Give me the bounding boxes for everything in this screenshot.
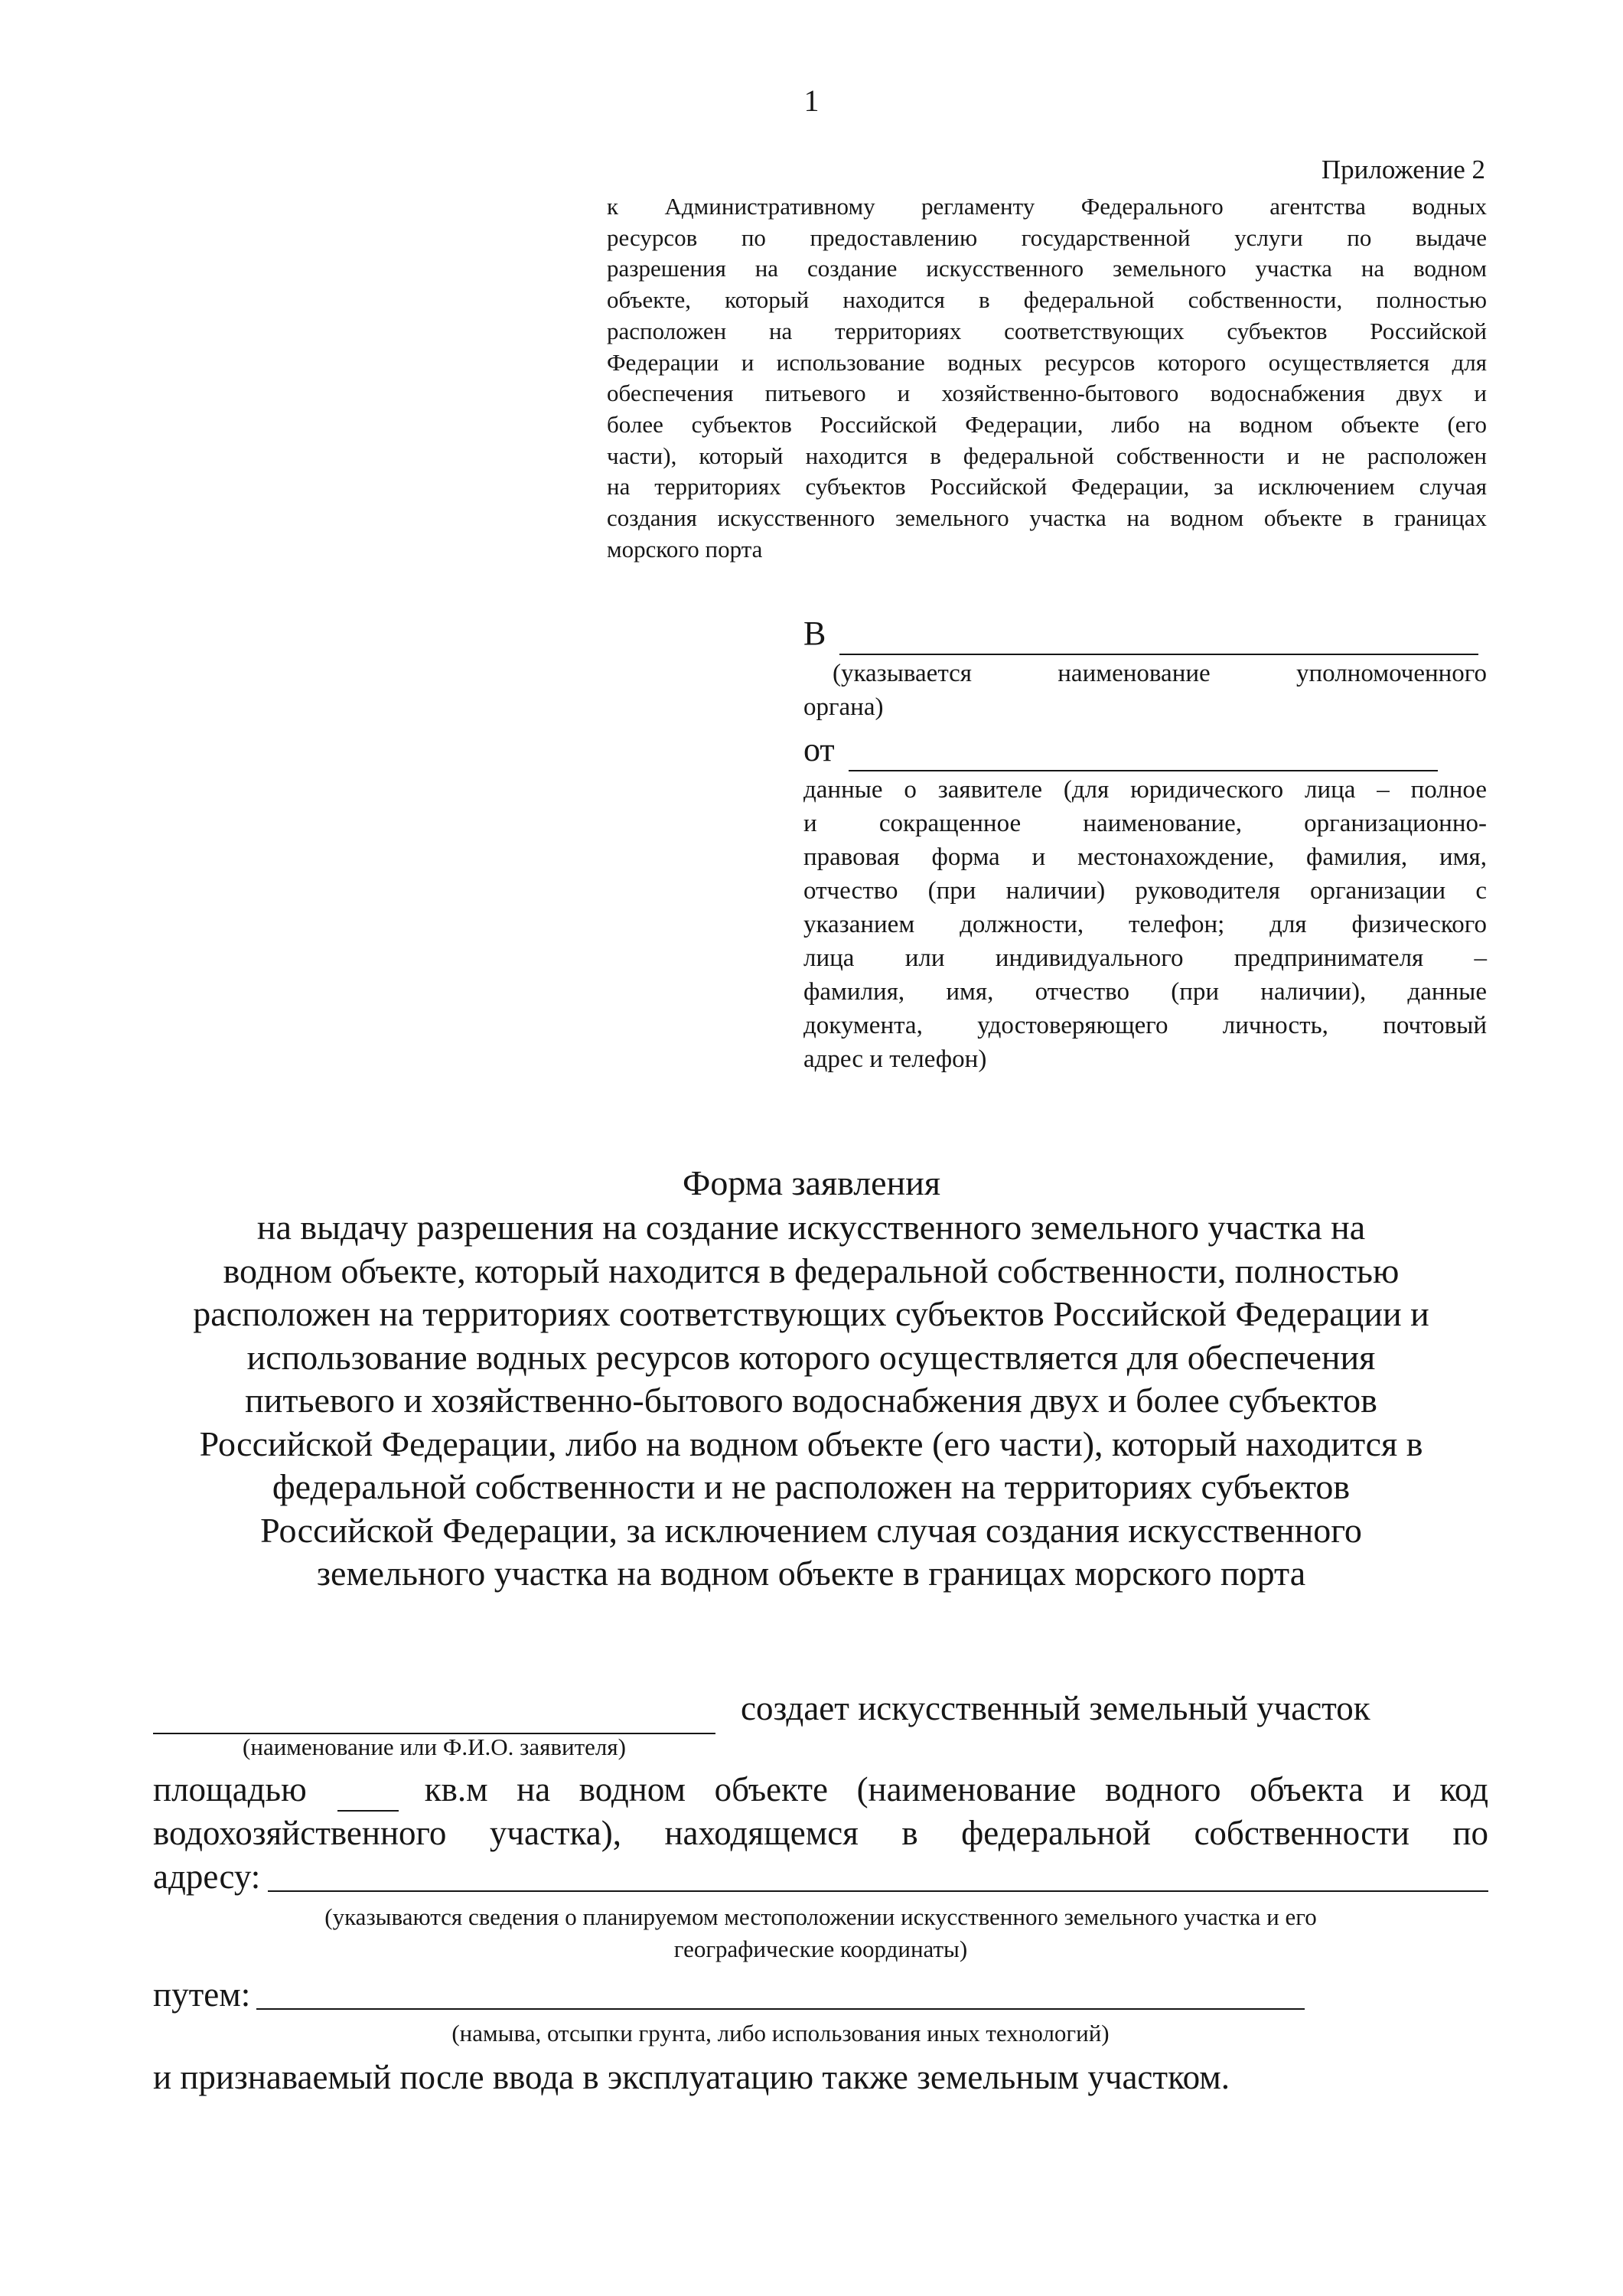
area-field[interactable] (337, 1776, 399, 1812)
creates-text: создает искусственный земельный участок (741, 1689, 1370, 1727)
from-caption (803, 773, 1487, 1076)
appendix-line: создания искусственного земельного участка на водном объекте в границах (607, 504, 1487, 532)
form-subtitle-line: Российской Федерации, либо на водном объекте (его части), который находится в (199, 1424, 1423, 1463)
form-title: Форма заявления (683, 1163, 940, 1202)
form-subtitle-line: на выдачу разрешения на создание искусственного земельного участка на (256, 1208, 1366, 1247)
to-field[interactable] (839, 618, 1478, 655)
form-subtitle-line: федеральной собственности и не расположен на территориях субъектов (272, 1467, 1351, 1506)
form-subtitle-line: Российской Федерации, за исключением случая создания искусственного (260, 1510, 1362, 1550)
from-caption-line: отчество (при наличии) руководителя организации с (803, 877, 1487, 905)
from-caption-line: и сокращенное наименование, организационно- (803, 810, 1487, 837)
appendix-line: на территориях субъектов Российской Федерации, за исключением случая (607, 473, 1487, 501)
address-field[interactable] (268, 1861, 1488, 1892)
from-prefix: от (803, 731, 835, 768)
appendix-line: обеспечения питьевого и хозяйственно-бытового водоснабжения двух и (607, 380, 1487, 407)
form-subtitle-line: использование водных ресурсов которого осуществляется для обеспечения (246, 1337, 1376, 1377)
applicant-name-field[interactable] (153, 1705, 715, 1734)
to-prefix: В (803, 615, 826, 652)
address-caption-line: (указываются сведения о планируемом местоположении искусственного земельного участка и его (324, 1903, 1317, 1930)
from-caption-line: данные о заявителе (для юридического лица – полное (803, 776, 1487, 804)
closing-text: и признаваемый после ввода в эксплуатацию также земельным участком. (153, 2058, 1230, 2096)
from-caption-line: указанием должности, телефон; для физического (803, 911, 1487, 938)
form-subtitle-line: земельного участка на водном объекте в границах морского порта (316, 1554, 1306, 1593)
address-caption (153, 1901, 1488, 1965)
appendix-line: ресурсов по предоставлению государственной услуги по выдаче (607, 223, 1487, 251)
appendix-line: к Административному регламенту Федерального агентства водных (607, 193, 1487, 220)
area-prefix: площадью (153, 1770, 307, 1808)
from-caption-line: фамилия, имя, отчество (при наличии), данные (803, 978, 1487, 1006)
from-field[interactable] (849, 735, 1438, 771)
appendix-line: разрешения на создание искусственного земельного участка на водном (607, 255, 1487, 282)
appendix-line: морского порта (607, 535, 763, 563)
appendix-line: части), который находится в федеральной собственности и не расположен (607, 442, 1487, 469)
to-caption-line: (указывается наименование уполномоченного (833, 660, 1487, 687)
addressee-from (803, 729, 1487, 771)
appendix-line: расположен на территориях соответствующих субъектов Российской (607, 317, 1487, 344)
area-line (153, 1768, 1488, 1812)
from-caption-line: документа, удостоверяющего личность, почтовый (803, 1012, 1487, 1039)
appendix-line: более субъектов Российской Федерации, либо на водном объекте (его (607, 410, 1487, 438)
address-label: адресу: (153, 1857, 261, 1896)
address-caption-line: географические координаты) (673, 1936, 968, 1962)
form-subtitle-line: расположен на территориях соответствующих субъектов Российской Федерации и (193, 1294, 1429, 1333)
area-suffix: кв.м на водном объекте (наименование водного объекта и код (424, 1770, 1488, 1808)
to-caption-line: органа) (803, 693, 884, 721)
from-caption-line: лица или индивидуального предпринимателя – (803, 944, 1487, 972)
method-label: путем: (153, 1975, 251, 2014)
form-subtitle-line: водном объекте, который находится в федеральной собственности, полностью (223, 1251, 1400, 1290)
from-caption-line: правовая форма и местонахождение, фамилия, имя, (803, 843, 1487, 871)
appendix-line: объекте, который находится в федеральной собственности, полностью (607, 286, 1487, 314)
page-number: 1 (803, 83, 820, 118)
applicant-caption: (наименование или Ф.И.О. заявителя) (243, 1733, 626, 1760)
appendix-title: Приложение 2 (1321, 155, 1485, 184)
addressee-to (803, 612, 1487, 655)
appendix-reference (607, 191, 1487, 565)
method-caption: (намыва, отсыпки грунта, либо использования иных технологий) (451, 2020, 1110, 2047)
water-section-line: водохозяйственного участка), находящемся в федеральной собственности по (153, 1814, 1488, 1852)
from-caption-line: адрес и телефон) (803, 1045, 987, 1073)
form-subtitle (122, 1206, 1500, 1596)
to-caption (803, 657, 1487, 724)
method-field[interactable] (256, 1979, 1305, 2010)
appendix-line: Федерации и использование водных ресурсов которого осуществляется для (607, 348, 1487, 376)
form-subtitle-line: питьевого и хозяйственно-бытового водоснабжения двух и более субъектов (245, 1381, 1377, 1420)
